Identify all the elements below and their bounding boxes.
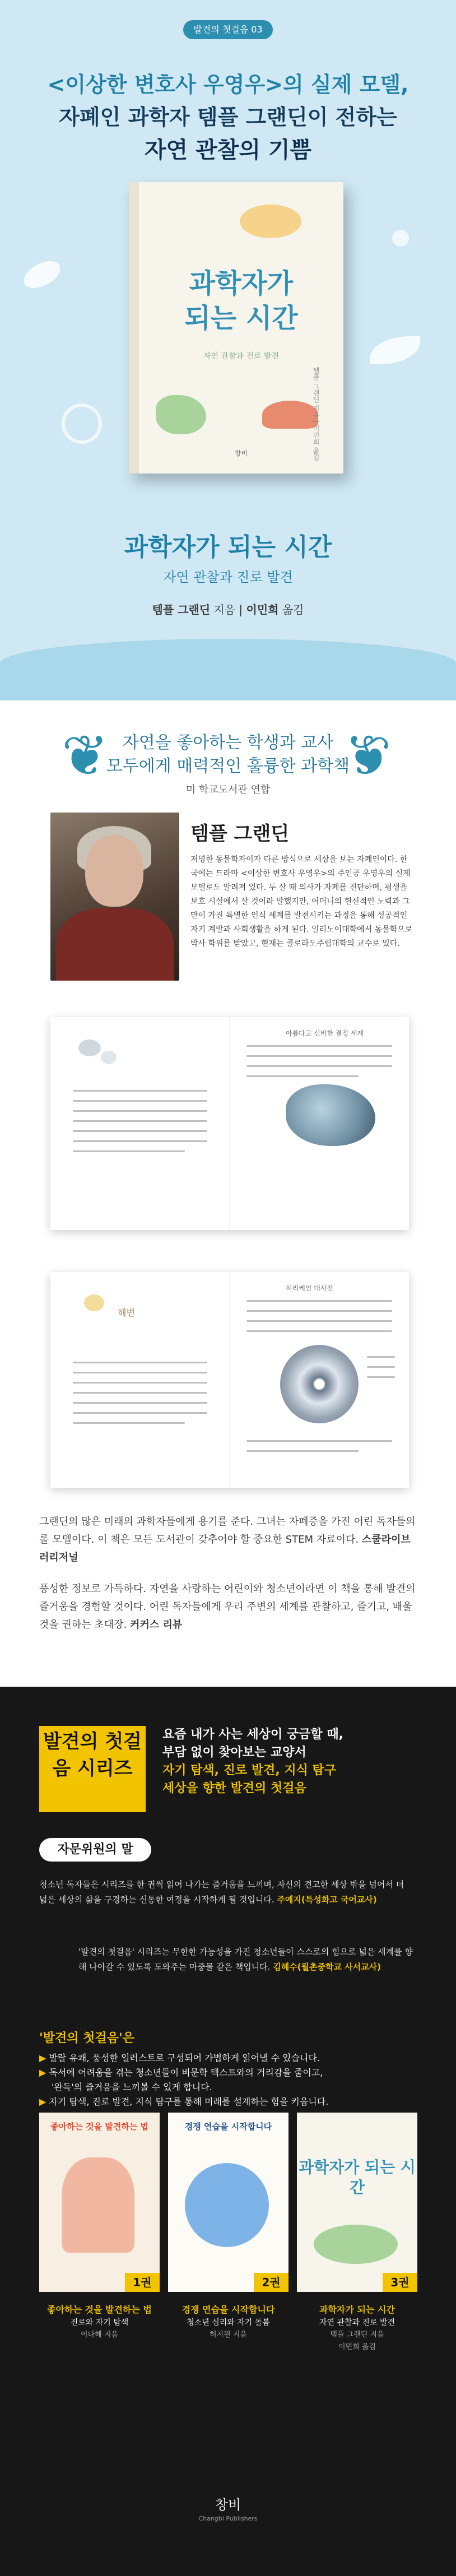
author-section: [0, 813, 456, 1048]
feature-item-3: '완독'의 즐거움을 느끼볼 수 있게 합니다.: [52, 2082, 212, 2092]
headline-2: 자폐인 과학자 템플 그랜딘이 전하는: [59, 105, 397, 129]
series-book-1: [39, 2113, 160, 2292]
cover-plant-icon: [156, 395, 206, 434]
book-2-number: 2권: [254, 2273, 289, 2292]
hero-bottom-curve: [0, 639, 456, 700]
headline-3: 자연 관찰의 기쁨: [144, 137, 312, 163]
advisor-quote-2: '발견의 첫걸음' 시리즈는 무한한 가능성을 가진 청소년들이 스스로의 힘으로 넓은 세계를 향해 나아갈 수 있도록 도와주는 마중물 같은 책입니다. 김혜수(월촌중학교 사서교사): [78, 1947, 413, 1972]
series-section: [0, 1687, 456, 2576]
cover-illustration-icon: [240, 205, 301, 238]
book-spread-2: [50, 1272, 409, 1488]
spread-shell-icon: [84, 1294, 104, 1311]
series-book-2: [168, 2113, 289, 2292]
feature-item-1: ▶ 발랄 유쾌, 풍성한 일러스트로 구성되어 가볍하게 읽어낼 수 있습니다.: [39, 2053, 320, 2063]
review-2: 풍성한 정보로 가득하다. 자연을 사랑하는 어린이와 청소년이라면 이 책을 통해 발견의 즐거움을 경험할 것이다. 어린 독자들에게 우리 주변의 세계를 관찰하고, 즐기고, 배울 것을 권하는 초대장. 커커스 리뷰: [39, 1583, 416, 1631]
book-3-number: 3권: [383, 2273, 417, 2292]
headline-1: <이상한 변호사 우영우>의 실제 모델,: [47, 72, 409, 97]
book-3-illustration-icon: [314, 2225, 398, 2264]
features-heading: '발견의 첫걸음'은: [39, 2031, 134, 2045]
book-subtitle: 자연 관찰과 진로 발견: [163, 569, 293, 585]
book-3-caption: 과학자가 되는 시간 자연 관찰과 진로 발견 템플 그랜딘 지음 이민희 옮김: [319, 2304, 395, 2351]
author-name: 템플 그랜딘: [190, 823, 290, 845]
author-bio: 저명한 동물학자이자 다른 방식으로 세상을 보는 자폐인이다. 한국에는 드라마 <이상한 변호사 우영우>의 주인공 우영우의 실제 모델로도 알려져 있다. 두 살 때 의사가 자폐를 진단하며, 평생을 보호 시설에서 살 것이라 말했지만, 어머니의 헌신적인 노력과 그만이 가진 특별한 인식 세계를 발전시키는 과정을 통해 성공적인 자기 계발과 사회생활을 하게 된다. 일리노이대학에서 동물학으로 박사 학위를 받았고, 현재는 콜로라도주립대학의 교수로 있다.: [190, 855, 413, 948]
series-title-box: 발견의 첫걸음 시리즈: [39, 1726, 146, 1812]
spread-2-left-heading: 해변: [118, 1307, 135, 1318]
series-description: 요즘 내가 사는 세상이 궁금할 때, 부담 없이 찾아보는 교양서 자기 탐색, 진로 발견, 지식 탐구 세상을 향한 발견의 첫걸음: [162, 1728, 343, 1795]
author-photo: [50, 813, 179, 981]
hero-section: [0, 0, 456, 700]
book-2-illustration-icon: [185, 2163, 269, 2247]
series-pill: 발견의 첫걸음 03: [183, 20, 273, 39]
spread-2-heading: 허리케인 대사전: [286, 1284, 333, 1292]
book-2-cover-title: 경쟁 연습을 시작합니다: [184, 2122, 272, 2132]
cover-author: 템플 그랜딘 지음 | 이민희 옮김: [312, 367, 320, 461]
book-2-caption: 경쟁 연습을 시작합니다 청소년 심리와 자기 돌봄 허지원 지음: [182, 2304, 275, 2339]
quote-line-2: 모두에게 매력적인 훌륭한 과학책: [106, 756, 350, 776]
book-1-number: 1권: [125, 2273, 160, 2292]
publisher-logo: 창비: [215, 2497, 241, 2513]
spread-1-heading: 아름다고 신비한 결정 세계: [286, 1029, 364, 1037]
publisher-name: Changbi Publishers: [198, 2515, 258, 2522]
book-1-caption: 좋아하는 것을 발견하는 법 진로와 자기 탐색 이다혜 지음: [47, 2304, 152, 2339]
cover-subtitle: 자연 관찰과 진로 발견: [203, 352, 280, 361]
book-title: 과학자가 되는 시간: [124, 533, 332, 561]
spread-decor-icon: [101, 1051, 117, 1064]
crystal-image: [286, 1084, 375, 1146]
cover-logo: 창비: [234, 449, 248, 457]
spread-decor-icon: [78, 1039, 101, 1056]
review-1: 그랜딘의 많은 미래의 과학자들에게 용기를 준다. 그녀는 자폐증을 가진 어린 독자들의 롤 모델이다. 이 책은 모든 도서관이 갖추어야 할 중요한 STEM 자료이다. 스쿨라이브러리저널: [39, 1516, 416, 1563]
series-book-3: [297, 2113, 417, 2292]
wreath-right-icon: ❦: [345, 723, 392, 788]
quote-source: 미 학교도서관 연합: [185, 784, 271, 796]
decor-bird-icon: [20, 257, 64, 292]
book-spread-1: [50, 1017, 409, 1230]
book-cover: [129, 182, 343, 474]
book-1-cover-title: 좋아하는 것을 발견하는 법: [50, 2122, 149, 2132]
review-section: [0, 1513, 456, 1681]
cover-animal-icon: [262, 401, 318, 429]
advisors-heading: 자문위원의 말: [39, 1838, 151, 1862]
decor-leaf-icon: [370, 336, 420, 364]
book-1-illustration-icon: [62, 2157, 134, 2253]
advisor-quote-1: 청소년 독자들은 시리즈를 한 권씩 읽어 나가는 즐거움을 느끼며, 자신의 견고한 세상 밖을 넘어서 더 넓은 세상의 삶을 구경하는 신통한 여정을 시작하게 될 것입니다. 주예지(특성화고 국어교사): [39, 1879, 404, 1905]
wreath-left-icon: ❦: [62, 723, 109, 788]
book-3-cover-title: 과학자가 되는 시간: [299, 2158, 416, 2197]
hurricane-image: [280, 1345, 359, 1423]
decor-wave-icon: [62, 403, 102, 444]
quote-section: [0, 700, 456, 813]
feature-item-2: ▶ 독서에 어려움을 겪는 청소년들이 비문학 텍스트와의 거리감을 줄이고,: [39, 2067, 323, 2078]
decor-star-icon: [392, 230, 409, 247]
book-credits: 템플 그랜딘 지음 | 이민희 옮김: [152, 603, 304, 616]
quote-line-1: 자연을 좋아하는 학생과 교사: [122, 733, 334, 753]
feature-item-4: ▶ 자기 탐색, 진로 발견, 지식 탐구를 통해 미래를 설계하는 힘을 키웁니다.: [39, 2096, 329, 2107]
cover-title: 과학자가 되는 시간: [184, 268, 298, 334]
